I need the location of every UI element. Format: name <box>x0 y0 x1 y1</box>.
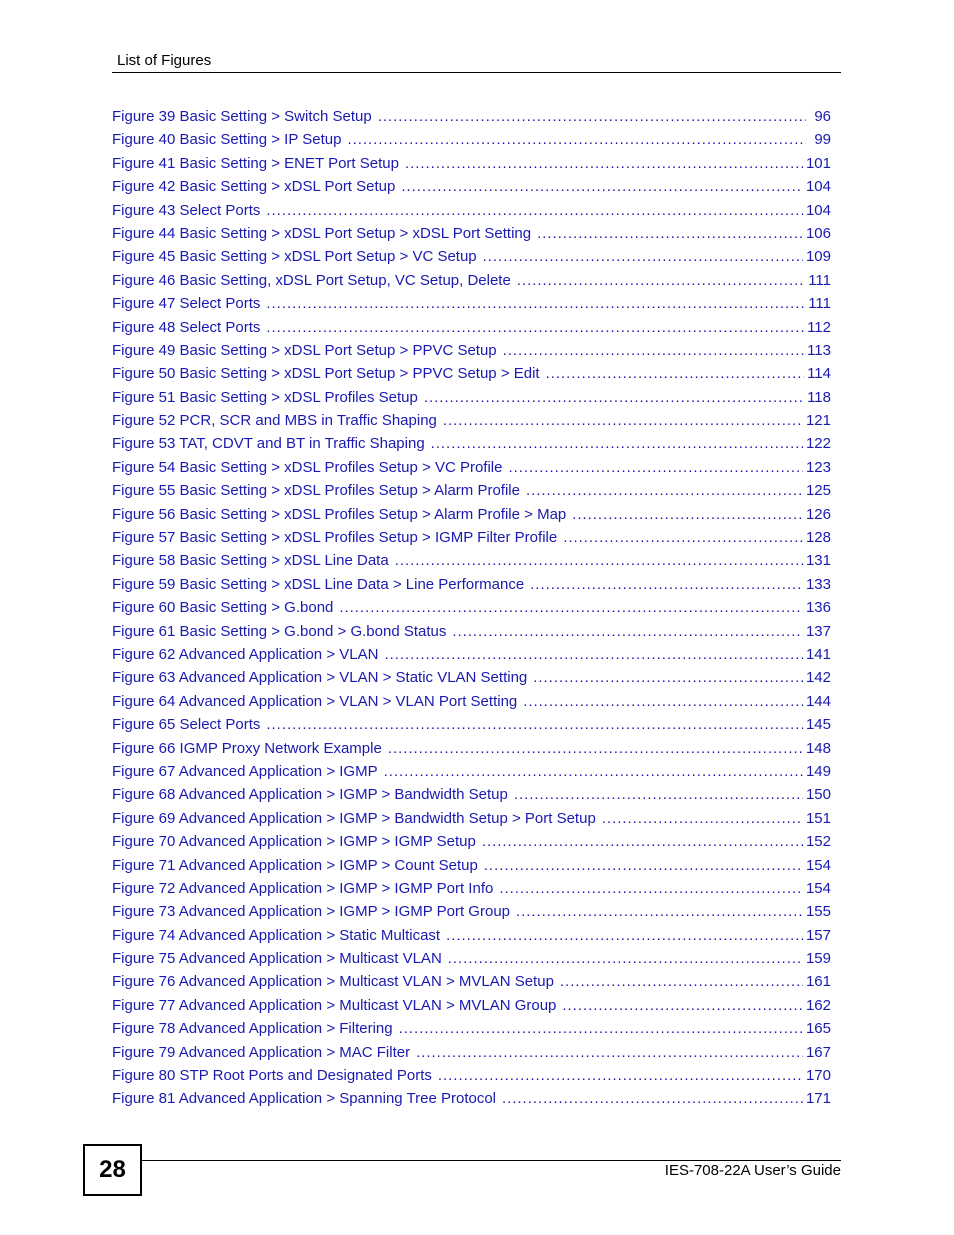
dot-leader <box>560 970 803 993</box>
toc-entry-page[interactable]: 149 <box>805 762 831 780</box>
dot-leader <box>482 830 803 853</box>
toc-entry-link[interactable] <box>112 1017 831 1040</box>
toc-entry-link[interactable] <box>112 666 831 689</box>
dot-leader <box>424 386 804 409</box>
toc-entry-link[interactable] <box>112 1041 831 1064</box>
header-title: List of Figures <box>117 52 212 69</box>
toc-entry-page[interactable]: 113 <box>807 341 831 359</box>
toc-entry-label[interactable]: Figure 68 Advanced Application > IGMP > Bandwidth Setup <box>112 786 508 804</box>
toc-entry-page[interactable]: 155 <box>805 903 831 921</box>
dot-leader <box>384 760 803 783</box>
dot-leader <box>399 1017 803 1040</box>
toc-entry-page[interactable]: 128 <box>805 529 831 547</box>
toc-entry-label[interactable]: Figure 73 Advanced Application > IGMP > IGMP Port Group <box>112 903 510 921</box>
dot-leader <box>266 713 803 736</box>
toc-entry-label[interactable]: Figure 81 Advanced Application > Spanning Tree Protocol <box>112 1090 497 1108</box>
toc-entry-link[interactable] <box>112 947 831 970</box>
toc-entry-label[interactable]: Figure 57 Basic Setting > xDSL Profiles Setup > IGMP Filter Profile <box>112 529 558 547</box>
dot-leader <box>508 456 803 479</box>
toc-entry-page[interactable]: 171 <box>805 1090 831 1108</box>
toc-entry-page[interactable]: 123 <box>805 458 831 476</box>
toc-entry-link[interactable] <box>112 994 831 1017</box>
toc-entry-link[interactable] <box>112 128 831 151</box>
toc-entry-link[interactable] <box>112 199 831 222</box>
toc-entry-page[interactable]: 101 <box>805 154 831 172</box>
toc-entry-label[interactable]: Figure 39 Basic Setting > Switch Setup <box>112 108 372 125</box>
toc-entry-page[interactable]: 125 <box>805 482 831 500</box>
toc-entry-link[interactable] <box>112 690 831 713</box>
dot-leader <box>484 854 803 877</box>
toc-entry-page[interactable]: 159 <box>805 950 831 968</box>
toc-entry-label[interactable]: Figure 51 Basic Setting > xDSL Profiles Setup <box>112 388 418 406</box>
toc-entry-page[interactable]: 112 <box>807 318 831 336</box>
dot-leader <box>452 620 803 643</box>
toc-entry-link[interactable] <box>112 596 831 619</box>
toc-entry-link[interactable] <box>112 339 831 362</box>
toc-entry-label[interactable]: Figure 80 STP Root Ports and Designated Ports <box>112 1067 432 1085</box>
toc-entry-label[interactable]: Figure 65 Select Ports <box>112 716 261 734</box>
toc-entry-label[interactable]: Figure 42 Basic Setting > xDSL Port Setup <box>112 178 396 196</box>
toc-entry-link[interactable] <box>112 1087 831 1110</box>
toc-entry-label[interactable]: Figure 55 Basic Setting > xDSL Profiles Setup > Alarm Profile <box>112 482 520 500</box>
toc-entry-link[interactable] <box>112 713 831 736</box>
toc-entry-label[interactable]: Figure 66 IGMP Proxy Network Example <box>112 739 382 757</box>
toc-entry-label[interactable]: Figure 67 Advanced Application > IGMP <box>112 762 378 780</box>
toc-entry-page[interactable]: 142 <box>805 669 831 687</box>
toc-entry-label[interactable]: Figure 78 Advanced Application > Filtering <box>112 1020 393 1038</box>
toc-entry-label[interactable]: Figure 72 Advanced Application > IGMP > IGMP Port Info <box>112 879 494 897</box>
toc-entry-page[interactable]: 170 <box>805 1067 831 1085</box>
toc-entry-label[interactable]: Figure 69 Advanced Application > IGMP > Bandwidth Setup > Port Setup <box>112 809 596 827</box>
toc-entry-label[interactable]: Figure 60 Basic Setting > G.bond <box>112 599 334 617</box>
toc-entry-page[interactable]: 144 <box>805 692 831 710</box>
toc-entry-link[interactable] <box>112 386 831 409</box>
toc-entry-label[interactable]: Figure 58 Basic Setting > xDSL Line Data <box>112 552 389 570</box>
dot-leader <box>533 666 803 689</box>
dot-leader <box>339 596 803 619</box>
dot-leader <box>499 877 803 900</box>
dot-leader <box>443 409 803 432</box>
toc-entry-link[interactable] <box>112 854 831 877</box>
toc-entry-label[interactable]: Figure 77 Advanced Application > Multicast VLAN > MVLAN Group <box>112 996 557 1014</box>
toc-entry-page[interactable]: 154 <box>805 856 831 874</box>
toc-entry-page[interactable]: 145 <box>805 716 831 734</box>
toc-entry-page[interactable]: 118 <box>807 388 831 406</box>
toc-entry-page[interactable]: 131 <box>805 552 831 570</box>
dot-leader <box>562 994 803 1017</box>
toc-entry-link[interactable] <box>112 1064 831 1087</box>
toc-entry-link[interactable] <box>112 362 831 385</box>
dot-leader <box>503 339 804 362</box>
toc-entry-label[interactable]: Figure 41 Basic Setting > ENET Port Setup <box>112 154 399 172</box>
toc-entry-link[interactable] <box>112 900 831 923</box>
dot-leader <box>378 105 806 128</box>
page-header <box>112 50 841 73</box>
dot-leader <box>446 924 803 947</box>
dot-leader <box>516 900 803 923</box>
toc-entry-link[interactable] <box>112 737 831 760</box>
toc-entry-page[interactable]: 106 <box>805 224 831 242</box>
toc-entry-label[interactable]: Figure 75 Advanced Application > Multicast VLAN <box>112 950 442 968</box>
toc-entry-link[interactable] <box>112 222 831 245</box>
toc-entry-label[interactable]: Figure 40 Basic Setting > IP Setup <box>112 131 342 149</box>
toc-entry-page[interactable]: 121 <box>805 412 831 430</box>
toc-entry-label[interactable]: Figure 74 Advanced Application > Static Multicast <box>112 926 441 944</box>
toc-entry-label[interactable]: Figure 47 Select Ports <box>112 295 261 313</box>
toc-entry-page[interactable]: 96 <box>814 108 831 125</box>
dot-leader <box>384 643 803 666</box>
toc-entry-link[interactable] <box>112 760 831 783</box>
toc-entry-page[interactable]: 154 <box>805 879 831 897</box>
toc-entry-label[interactable]: Figure 54 Basic Setting > xDSL Profiles Setup > VC Profile <box>112 458 503 476</box>
toc-entry-label[interactable]: Figure 56 Basic Setting > xDSL Profiles Setup > Alarm Profile > Map <box>112 505 567 523</box>
toc-entry-link[interactable] <box>112 316 831 339</box>
page-number: 28 <box>99 1156 126 1183</box>
toc-entry-link[interactable] <box>112 479 831 502</box>
toc-entry-page[interactable]: 104 <box>805 201 831 219</box>
dot-leader <box>388 737 803 760</box>
dot-leader <box>431 432 803 455</box>
toc-entry-label[interactable]: Figure 52 PCR, SCR and MBS in Traffic Shaping <box>112 412 437 430</box>
toc-entry-link[interactable] <box>112 292 831 315</box>
toc-entry-link[interactable] <box>112 573 831 596</box>
toc-entry-link[interactable] <box>112 503 831 526</box>
toc-entry-label[interactable]: Figure 79 Advanced Application > MAC Filter <box>112 1043 411 1061</box>
toc-entry-link[interactable] <box>112 409 831 432</box>
dot-leader <box>546 362 804 385</box>
dot-leader <box>537 222 803 245</box>
toc-entry-link[interactable] <box>112 269 831 292</box>
toc-entry-link[interactable] <box>112 620 831 643</box>
toc-entry-page[interactable]: 133 <box>805 575 831 593</box>
toc-entry-label[interactable]: Figure 46 Basic Setting, xDSL Port Setup, VC Setup, Delete <box>112 271 511 289</box>
toc-entry-link[interactable] <box>112 877 831 900</box>
toc-entry-label[interactable]: Figure 63 Advanced Application > VLAN > Static VLAN Setting <box>112 669 528 687</box>
dot-leader <box>405 152 803 175</box>
toc-entry-page[interactable]: 111 <box>808 295 831 313</box>
dot-leader <box>483 245 803 268</box>
dot-leader <box>416 1041 803 1064</box>
toc-entry-label[interactable]: Figure 71 Advanced Application > IGMP > Count Setup <box>112 856 478 874</box>
toc-entry-page[interactable]: 126 <box>805 505 831 523</box>
toc-entry-link[interactable] <box>112 105 831 128</box>
toc-entry-label[interactable]: Figure 44 Basic Setting > xDSL Port Setup > xDSL Port Setting <box>112 224 532 242</box>
dot-leader <box>395 549 803 572</box>
toc-entry-label[interactable]: Figure 70 Advanced Application > IGMP > IGMP Setup <box>112 833 476 851</box>
page-number-box <box>83 1144 142 1196</box>
toc-entry-page[interactable]: 114 <box>807 365 831 383</box>
toc-entry-page[interactable]: 151 <box>805 809 831 827</box>
guide-title: IES-708-22A User’s Guide <box>664 1162 841 1179</box>
dot-leader <box>526 479 803 502</box>
toc-entry-link[interactable] <box>112 549 831 572</box>
toc-entry-page[interactable]: 161 <box>805 973 831 991</box>
toc-entry-link[interactable] <box>112 245 831 268</box>
toc-entry-link[interactable] <box>112 807 831 830</box>
toc-entry-page[interactable]: 99 <box>814 131 831 149</box>
toc-entry-page[interactable]: 150 <box>805 786 831 804</box>
dot-leader <box>523 690 803 713</box>
toc-entry-link[interactable] <box>112 970 831 993</box>
dot-leader <box>563 526 803 549</box>
dot-leader <box>448 947 803 970</box>
toc-entry-page[interactable]: 137 <box>805 622 831 640</box>
toc-entry-page[interactable]: 148 <box>805 739 831 757</box>
dot-leader <box>438 1064 803 1087</box>
toc-entry-label[interactable]: Figure 48 Select Ports <box>112 318 261 336</box>
toc-entry-page[interactable]: 162 <box>805 996 831 1014</box>
toc-entry-label[interactable]: Figure 53 TAT, CDVT and BT in Traffic Shaping <box>112 435 425 453</box>
toc-entry-link[interactable] <box>112 924 831 947</box>
toc-entry-label[interactable]: Figure 59 Basic Setting > xDSL Line Data > Line Performance <box>112 575 525 593</box>
toc-entry-link[interactable] <box>112 830 831 853</box>
toc-entry-label[interactable]: Figure 50 Basic Setting > xDSL Port Setup > PPVC Setup > Edit <box>112 365 540 383</box>
toc-entry-page[interactable]: 152 <box>805 833 831 851</box>
toc-entry-label[interactable]: Figure 62 Advanced Application > VLAN <box>112 645 379 663</box>
toc-entry-label[interactable]: Figure 64 Advanced Application > VLAN > VLAN Port Setting <box>112 692 518 710</box>
toc-entry-label[interactable]: Figure 61 Basic Setting > G.bond > G.bond Status <box>112 622 447 640</box>
toc-entry-page[interactable]: 136 <box>805 599 831 617</box>
toc-entry-page[interactable]: 141 <box>805 645 831 663</box>
toc-entry-page[interactable]: 111 <box>808 271 831 289</box>
dot-leader <box>530 573 803 596</box>
dot-leader <box>572 503 803 526</box>
toc-entry-page[interactable]: 165 <box>805 1020 831 1038</box>
toc-entry-link[interactable] <box>112 175 831 198</box>
toc-entry-page[interactable]: 157 <box>805 926 831 944</box>
dot-leader <box>266 292 805 315</box>
footer-divider <box>140 1160 841 1161</box>
toc-entry-label[interactable]: Figure 49 Basic Setting > xDSL Port Setup > PPVC Setup <box>112 341 497 359</box>
toc-entry-page[interactable]: 167 <box>805 1043 831 1061</box>
toc-entry-link[interactable] <box>112 456 831 479</box>
dot-leader <box>401 175 803 198</box>
toc-entry-page[interactable]: 104 <box>805 178 831 196</box>
toc-entry-page[interactable]: 109 <box>805 248 831 266</box>
dot-leader <box>602 807 803 830</box>
list-of-figures <box>112 105 831 1111</box>
dot-leader <box>502 1087 803 1110</box>
dot-leader <box>266 199 803 222</box>
dot-leader <box>266 316 804 339</box>
toc-entry-page[interactable]: 122 <box>805 435 831 453</box>
dot-leader <box>347 128 806 151</box>
toc-entry-link[interactable] <box>112 783 831 806</box>
dot-leader <box>517 269 805 292</box>
toc-entry-label[interactable]: Figure 45 Basic Setting > xDSL Port Setup > VC Setup <box>112 248 477 266</box>
toc-entry-link[interactable] <box>112 432 831 455</box>
toc-entry-link[interactable] <box>112 152 831 175</box>
toc-entry-link[interactable] <box>112 526 831 549</box>
toc-entry-label[interactable]: Figure 43 Select Ports <box>112 201 261 219</box>
toc-entry-label[interactable]: Figure 76 Advanced Application > Multicast VLAN > MVLAN Setup <box>112 973 554 991</box>
dot-leader <box>514 783 803 806</box>
toc-entry-link[interactable] <box>112 643 831 666</box>
